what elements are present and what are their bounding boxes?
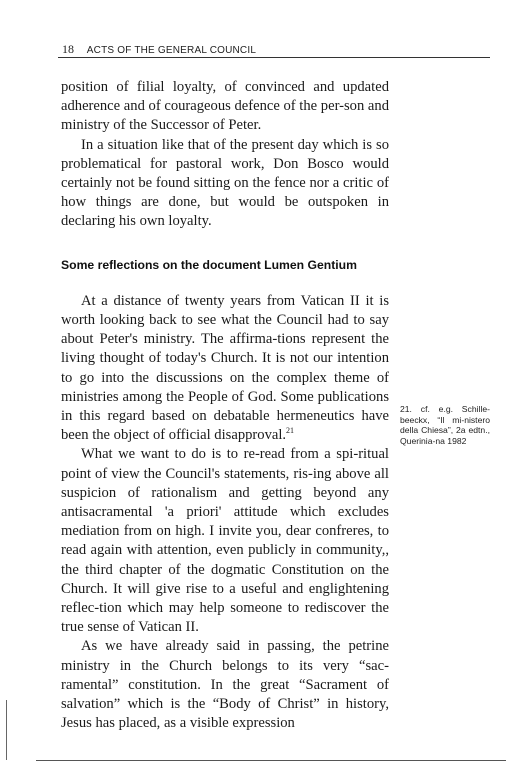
running-header xyxy=(62,42,490,57)
running-title: ACTS OF THE GENERAL COUNCIL xyxy=(86,45,257,56)
body-text xyxy=(61,78,389,734)
paragraph-3 xyxy=(61,292,389,446)
page-number: 18 xyxy=(62,42,74,56)
paragraph-1: position of filial loyalty, of convinced and updated adherence and of courageous defence of the per-son and ministry of the Successor of Peter. xyxy=(61,79,389,134)
paragraph-2: In a situation like that of the present day which is so problematical for pastoral work, Don Bosco would certainly not be found sitting on the fence nor a critic of how things are done, but would be outspoken in declaring his own loyalty. xyxy=(61,136,389,230)
margin-footnote-21: 21. cf. e.g. Schille-beeckx, “Il mi-nistero della Chiesa”, 2a edtn., Querinia-na 1982 xyxy=(400,404,490,446)
section-heading: Some reflections on the document Lumen Gentium xyxy=(61,257,357,272)
footnote-ref-21: 21 xyxy=(286,426,295,436)
header-rule xyxy=(58,57,490,58)
paragraph-4: What we want to do is to re-read from a spi-ritual point of view the Council's statements, ris-ing above all suspicion of rationalism and getting beyond any antisacramental 'a priori' attitude which excludes mediation from on high. I invite you, dear confreres, to read again with attention, even publicly in community,, the third chapter of the dogmatic Constitution on the Church. It will give rise to a useful and englightening reflec-tion which may help someone to rediscover the true sense of Vatican II. xyxy=(61,446,389,636)
scan-edge-mark xyxy=(6,700,7,760)
paragraph-3-text: At a distance of twenty years from Vatican II it is worth looking back to see what the Council had to say about Peter's ministry. The affirma-tions represent the living thought of today's Church. It is not our intention to go into the discussions on the complex theme of ministries among the People of God. Some publications in this regard based on debatable hermeneutics have been the object of official disapproval. xyxy=(61,292,389,444)
paragraph-5: As we have already said in passing, the petrine ministry in the Church belongs to its very “sac-ramental” constitution. In the great “Sacrament of salvation” which is the “Body of Christ” in history, Jesus has placed, as a visible expression xyxy=(61,638,389,732)
scan-bottom-edge xyxy=(36,760,506,761)
